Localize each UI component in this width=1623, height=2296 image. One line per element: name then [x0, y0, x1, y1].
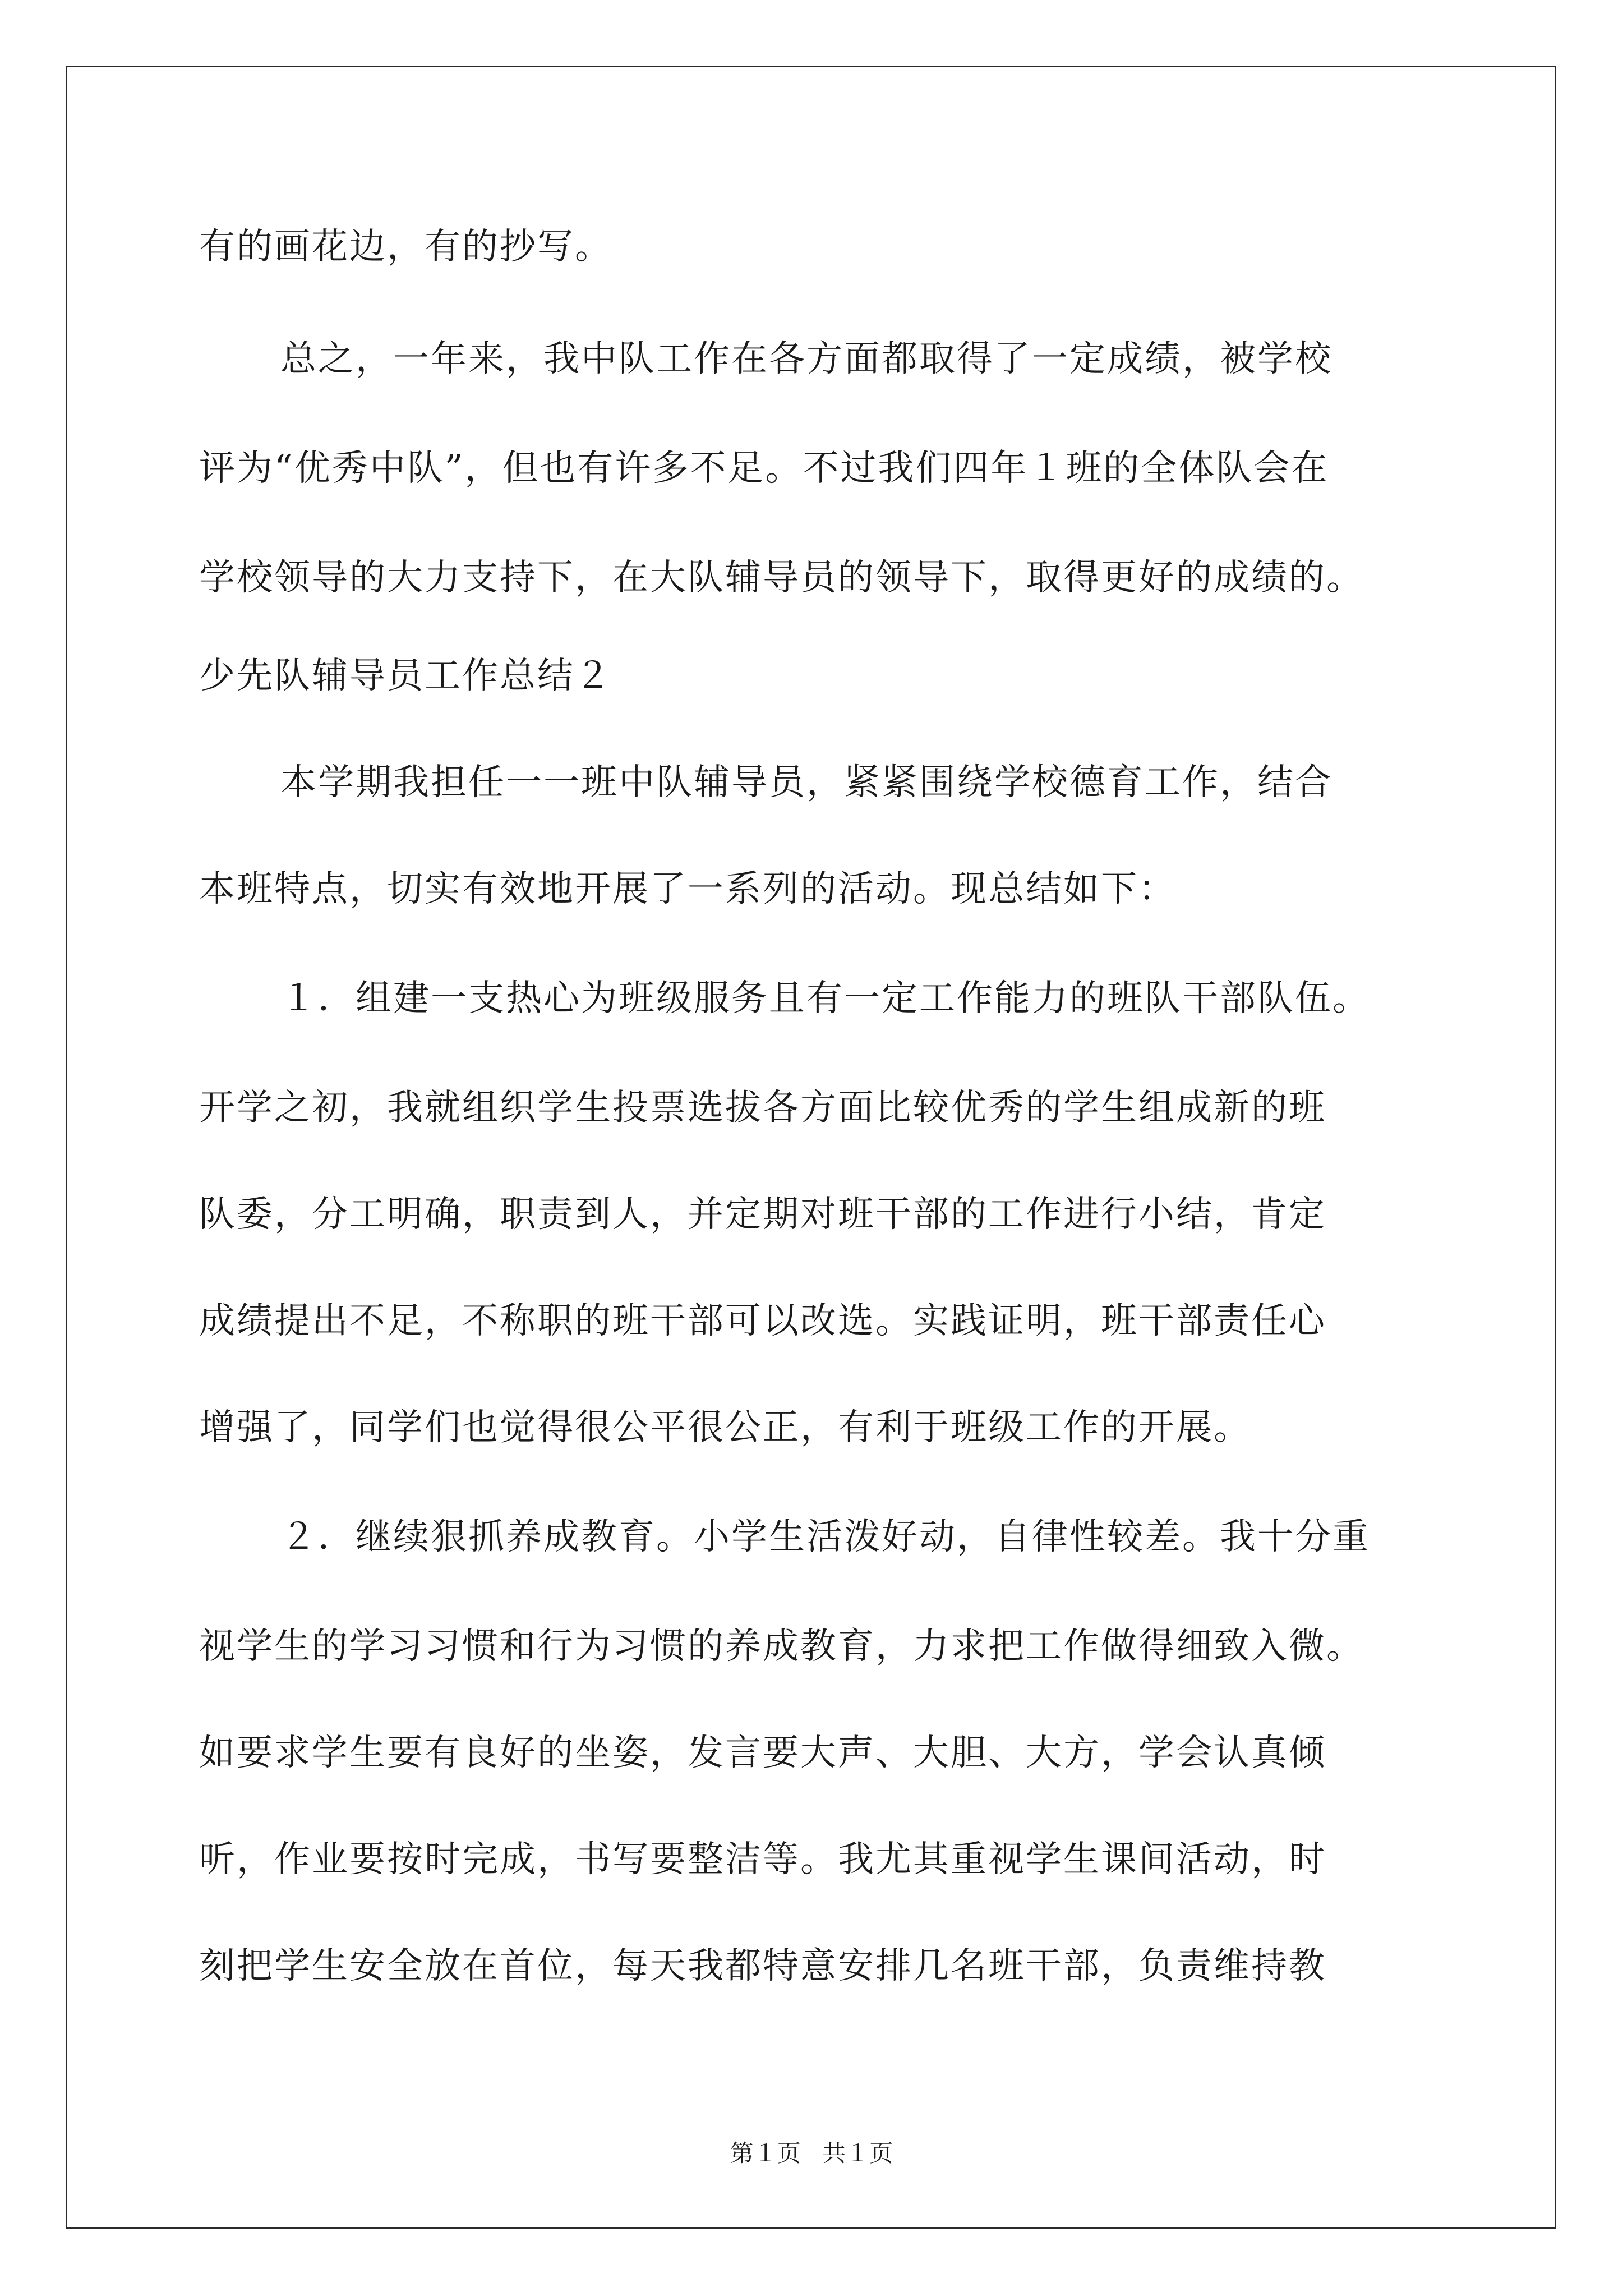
page-footer: [0, 2137, 1623, 2171]
body-line: １．组建一支热心为班级服务且有一定工作能力的班队干部队伍。: [280, 978, 1370, 1019]
body-line: 总之，一年来，我中队工作在各方面都取得了一定成绩，被学校: [280, 338, 1332, 380]
body-line: 本学期我担任一一班中队辅导员，紧紧围绕学校德育工作，结合: [280, 762, 1332, 803]
page-total: 共１页: [822, 2141, 893, 2167]
body-line: 开学之初，我就组织学生投票选拔各方面比较优秀的学生组成新的班: [199, 1087, 1326, 1129]
page-number: 第１页: [730, 2141, 801, 2167]
body-line: 听，作业要按时完成，书写要整洁等。我尤其重视学生课间活动，时: [199, 1839, 1326, 1880]
page-border: [66, 66, 1556, 2229]
body-line: 学校领导的大力支持下，在大队辅导员的领导下，取得更好的成绩的。: [199, 557, 1364, 599]
body-line: 本班特点，切实有效地开展了一系列的活动。现总结如下：: [199, 868, 1176, 910]
body-line: ２．继续狠抓养成教育。小学生活泼好动，自律性较差。我十分重: [280, 1516, 1370, 1558]
body-line: 如要求学生要有良好的坐姿，发言要大声、大胆、大方，学会认真倾: [199, 1732, 1326, 1774]
body-line: 刻把学生安全放在首位，每天我都特意安排几名班干部，负责维持教: [199, 1945, 1326, 1987]
body-line: 视学生的学习习惯和行为习惯的养成教育，力求把工作做得细致入微。: [199, 1626, 1364, 1667]
body-line: 增强了，同学们也觉得很公平很公正，有利于班级工作的开展。: [199, 1407, 1251, 1448]
section-heading: 少先队辅导员工作总结２: [199, 655, 612, 697]
body-line: 成绩提出不足，不称职的班干部可以改选。实践证明，班干部责任心: [199, 1300, 1326, 1342]
body-line: 队委，分工明确，职责到人，并定期对班干部的工作进行小结，肯定: [199, 1194, 1326, 1235]
body-line: 有的画花边，有的抄写。: [199, 226, 612, 268]
body-line: 评为“优秀中队”，但也有许多不足。不过我们四年１班的全体队会在: [199, 448, 1329, 489]
